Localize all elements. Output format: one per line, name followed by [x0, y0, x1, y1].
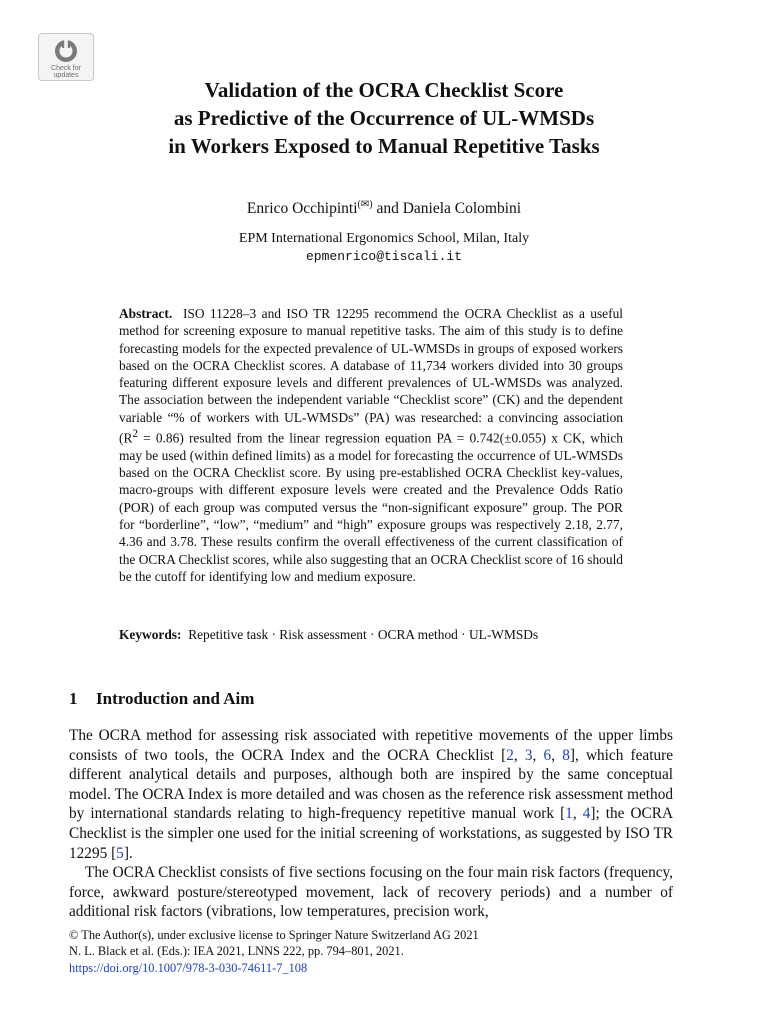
title-line: in Workers Exposed to Manual Repetitive Tasks: [168, 134, 600, 158]
paragraph: The OCRA method for assessing risk associated with repetitive movements of the upper limbs consists of two tools, the OCRA Index and the OCRA Checklist [2, 3, 6, 8], which feature different analytical details and purposes, although both are inspired by the same conceptual model. The OCRA Index is more detailed and was chosen as the reference risk assessment method by international standards relating to high-frequency repetitive manual work [1, 4]; the OCRA Checklist is the simpler one used for the initial screening of workstations, as suggested by ISO TR 12295 [5].: [69, 727, 673, 862]
keywords: [119, 626, 623, 644]
citation-link[interactable]: 8: [562, 746, 570, 764]
corresponding-author-mark[interactable]: (✉): [357, 199, 373, 210]
body-text: [69, 726, 673, 922]
title-line: as Predictive of the Occurrence of UL-WMSDs: [173, 106, 595, 130]
abstract: [119, 305, 623, 585]
author-name: Daniela Colombini: [402, 200, 522, 218]
title-line: Validation of the OCRA Checklist Score: [204, 78, 564, 102]
section-title: Introduction and Aim: [96, 689, 255, 708]
author-name: Enrico Occhipinti: [246, 200, 358, 218]
r-squared-exponent: 2: [132, 428, 138, 441]
citation-link[interactable]: 5: [116, 844, 124, 862]
author-connector: and: [376, 200, 399, 218]
abstract-text: ISO 11228–3 and ISO TR 12295 recommend the OCRA Checklist as a useful method for screening exposure to manual repetitive tasks. The aim of this study is to define forecasting models for the expected prevalence of UL-WMSDs in groups of exposed workers based on the OCRA Checklist scores. A database of 11,734 workers divided into 30 groups featuring different exposure levels and different prevalences of UL-WMSDs was analyzed. The association between the independent variable “Checklist score” (CK) and the dependent variable “% of workers with UL-WMSDs” (PA) was researched: a convincing association (R: [119, 306, 624, 446]
check-for-updates-icon: [53, 38, 79, 64]
badge-label: Check for updates: [51, 65, 81, 79]
citation-link[interactable]: 1: [565, 805, 573, 823]
keywords-label: Keywords:: [119, 627, 182, 642]
affiliation: EPM International Ergonomics School, Milan, Italy: [238, 231, 530, 246]
keywords-text: Repetitive task · Risk assessment · OCRA method · UL-WMSDs: [188, 627, 539, 642]
paper-title: [0, 76, 768, 160]
citation-link[interactable]: 6: [543, 746, 552, 764]
citation-info: N. L. Black et al. (Eds.): IEA 2021, LNNS 222, pp. 794–801, 2021.: [69, 944, 404, 959]
footer: [69, 927, 689, 976]
author-email[interactable]: epmenrico@tiscali.it: [305, 249, 463, 264]
section-number: 1: [69, 689, 78, 708]
paragraph: The OCRA Checklist consists of five sections focusing on the four main risk factors (frequency, force, awkward posture/stereotyped movement, lack of recovery periods) and a number of additional risk factors (vibrations, low temperatures, precision work,: [69, 864, 673, 921]
doi-link[interactable]: https://doi.org/10.1007/978-3-030-74611-7_108: [69, 960, 308, 975]
abstract-label: Abstract.: [119, 306, 173, 321]
copyright-notice: © The Author(s), under exclusive license to Springer Nature Switzerland AG 2021: [69, 928, 479, 942]
abstract-text: = 0.86) resulted from the linear regression equation PA = 0.742(±0.055) x CK, which may be used (within defined limits) as a model for forecasting the occurrence of UL-WMSDs based on the OCRA Checklist score. By using pre-established OCRA Checklist key-values, macro-groups with different exposure levels were created and the Prevalence Odds Ratio (POR) of each group was computed versus the “non-significant exposure” group. The POR for “borderline”, “low”, “medium” and “high” exposure groups was respectively 2.18, 2.77, 4.36 and 3.78. These results confirm the overall effectiveness of the current classification of the OCRA Checklist scores, while also suggesting that an OCRA Checklist score of 16 should be the cutoff for identifying low and medium exposure.: [119, 430, 623, 584]
author-list: [0, 195, 768, 219]
citation-link[interactable]: 2: [506, 746, 514, 764]
section-heading: [69, 688, 254, 710]
citation-link[interactable]: 4: [582, 805, 591, 823]
citation-link[interactable]: 3: [524, 746, 533, 764]
check-for-updates-badge[interactable]: [38, 33, 94, 81]
